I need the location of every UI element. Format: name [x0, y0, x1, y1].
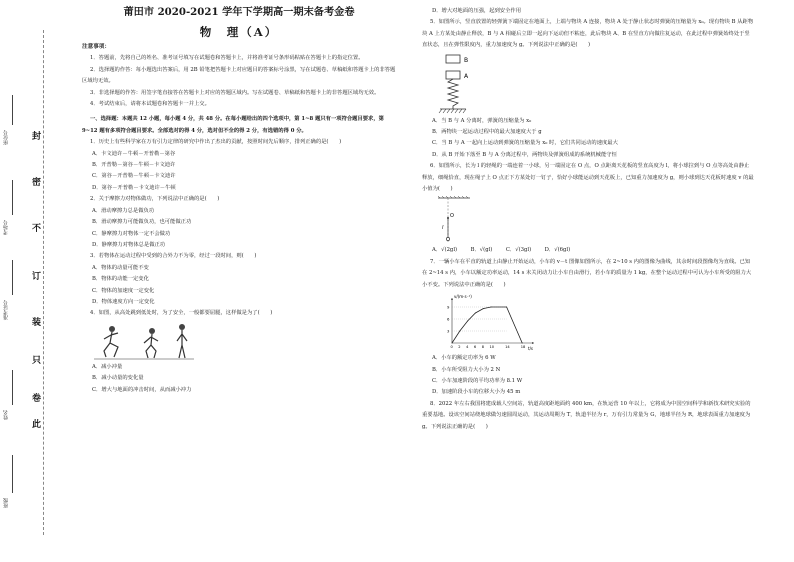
x-tick-label: 10	[489, 345, 495, 350]
question-option: B．物体的动能一定变化	[92, 276, 149, 283]
jumping-figure	[94, 321, 194, 361]
vt-series-line	[452, 307, 522, 343]
question-option: A．物体的动量可能不变	[92, 264, 149, 271]
notice-heading: 注意事项：	[82, 44, 110, 50]
question-option: D．静摩擦力对物体总是做正功	[92, 241, 166, 248]
field-seat-number: 座位号	[3, 130, 9, 145]
question-option: C．√(3gl)	[505, 247, 532, 254]
x-tick-label: 4	[466, 345, 469, 350]
binding-dashed-line	[43, 30, 44, 535]
notice-item: 2．选择题的作答：每小题选出答案后，用 2B 铅笔把答题卡上对应题目的答案标号涂黑，写在试题卷、草稿纸和答题卡上的非答题区域均无效。	[82, 66, 396, 85]
vt-data-point	[452, 343, 453, 344]
question-option: D．√(6gl)	[544, 247, 571, 254]
question-stem: 4．如图，从高处跳到低处时，为了安全，一般都要屈腿，这样做是为了( )	[90, 310, 273, 317]
vt-data-point	[491, 307, 492, 308]
field-line	[12, 455, 13, 493]
question-stem: 3．若物体在运动过程中受到的合外力不为零，经过一段时间，则( )	[90, 253, 257, 260]
fig-label-b: B	[464, 56, 469, 64]
field-line	[12, 95, 13, 125]
left-column	[82, 0, 396, 396]
question-option: A．卡文迪许－牛顿－开普勒－第谷	[92, 150, 176, 157]
x-tick-label: 6	[473, 345, 477, 350]
question-stem: 6．如图所示，长为 l 的轻绳的一端连着一小球，另一端固定在 O 点，O 点距离天花板的竖直高度为 l，将小球拉到与 O 点等高处由静止释放，细绳恰直，现在绳子上 O 点正下方某处钉一钉子，恰好小球能运动到天花板上，已知重力加速度为 g，则小球到达天花板时速度 v 的最小值为( )	[422, 163, 754, 193]
notice-item: 4．考试结束后，请将本试题卷和答题卡一并上交。	[90, 101, 210, 108]
fig-label-o: O	[450, 213, 454, 220]
question-option: B．滑动摩擦力可能做负功，也可能做正功	[92, 219, 192, 226]
question-option: C．当 B 与 A 一起向上运动到弹簧的压缩量为 x₀ 时，它们共同运动的速度最大	[432, 140, 618, 147]
question-option: B．两物块一起运动过程中的最大加速度大于 g	[432, 129, 542, 136]
seal-char: 只	[32, 356, 42, 366]
vt-data-point	[475, 313, 476, 314]
x-tick-label: 14	[505, 345, 510, 350]
question-option: A．滑动摩擦力总是做负功	[92, 207, 155, 214]
question-option: C．静摩擦力对物体一定不会做功	[92, 230, 171, 237]
seal-char: 订	[32, 272, 42, 282]
field-class: 班级	[3, 498, 9, 508]
exam-title: 莆田市 2020-2021 学年下学期高一期末备考金卷	[123, 6, 355, 18]
question-option: D．第谷－开普勒－卡文迪许－牛顿	[92, 184, 176, 191]
right-column	[422, 0, 754, 433]
question-option: D．物体速度方向一定变化	[92, 298, 155, 305]
question-option: D．增大对地面的压强，起到安全作用	[432, 8, 521, 14]
question-option: B．减小动量的变化量	[92, 375, 144, 382]
section-heading: 一、选择题：本题共 12 小题，每小题 4 分，共 48 分。在每小题给出的四个选项中，第 1~8 题只有一项符合题目要求，第 9~12 题有多项符合题目要求。全部选对的得 4 分，选对但不全的得 2 分，有选错的得 0 分。	[82, 116, 384, 134]
vt-data-point	[506, 307, 507, 308]
vt-data-point	[522, 343, 523, 344]
question-option: C．增大与地面的冲击时间，从而减小冲力	[92, 386, 192, 393]
question-stem: 8．2022 年左右我国将建成载人空间站，轨道高度距地面约 400 km，在轨运营 10 年以上，它将成为中国空间科学和新技术研究实验的重要基地。设该空间站绕地球做匀速圆周运动，其运动周期为 T，轨道半径为 r，万有引力常量为 G，地球半径为 R，地球表面重力加速度为 g。下列说法正确的是( )	[422, 400, 751, 430]
question-option: B．√(gl)	[470, 247, 493, 254]
seal-char: 装	[32, 318, 42, 328]
field-ticket-number: 准考证号	[3, 300, 9, 320]
fig-label-a: A	[464, 72, 469, 80]
seal-char: 不	[32, 224, 42, 234]
question-stem: 7．一辆小车在平直的轨道上由静止开始运动，小车的 v－t 图像如图所示，在 2~10 s 内的图像为曲线，其余时间段图像均为直线。已知在 2~14 s 内，小车以额定功率运动，14 s 末关闭动力让小车自由滑行，若小车的质量为 1 kg，在整个运动过程中可认为小车所受的阻力大小不变。下列说法中正确的是( )	[422, 258, 752, 288]
field-name: 姓名	[3, 410, 9, 420]
pendulum-figure	[434, 196, 474, 244]
field-line	[12, 180, 13, 215]
y-axis-label: v/(m·s⁻¹)	[454, 294, 472, 300]
question-stem: 5．如图所示，竖直放置的轻弹簧下端固定在地面上，上端与物块 A 连接，物块 A 处于静止状态时弹簧的压缩量为 x₀。现有物块 B 从距物块 A 上方某处由静止释放，B 与 A 相碰后立即一起向下运动但不粘连，此后物块 A、B 在竖直方向做往复运动，在此过程中弹簧始终处于竖直状态，且在弹性限度内，重力加速度为 g。下列说法中正确的是( )	[422, 19, 754, 49]
question-option: A．小车的额定功率为 6 W	[432, 355, 496, 362]
notice-item: 1．答题前，先将自己的姓名、准考证号填写在试题卷和答题卡上，并将准考证号条形码粘贴在答题卡上的指定位置。	[90, 55, 364, 62]
x-tick-label: 18	[520, 345, 526, 350]
seal-char: 密	[32, 178, 42, 188]
question-option: D．加速阶段小车的位移大小为 45 m	[432, 389, 521, 396]
y-tick-label: 6	[447, 316, 450, 322]
question-option: A．√(2gl)	[432, 247, 458, 254]
question-stem: 1．历史上有些科学家在万有引力定律的研究中作出了杰出的贡献，按照时间先后顺序，排列正确的是( )	[90, 139, 342, 146]
binding-strip	[0, 0, 48, 562]
exam-subject: 物 理（A）	[199, 25, 279, 39]
vt-chart	[438, 293, 538, 351]
vt-chart-svg	[438, 293, 538, 351]
x-tick-label: 8	[481, 345, 484, 350]
spring-figure	[434, 53, 474, 115]
question-option: A．减小冲量	[92, 363, 123, 370]
vt-data-point	[483, 308, 484, 309]
x-axis-arrow	[532, 342, 534, 344]
seal-char: 卷	[32, 394, 42, 404]
question-option: B．小车所受阻力大小为 2 N	[432, 366, 501, 373]
notice-item: 3．非选择题的作答：用签字笔直接答在答题卡上对应的答题区域内。写在试题卷、草稿纸和答题卡上的非答题区域均无效。	[90, 89, 380, 96]
fig-label-l: l	[442, 225, 444, 232]
field-exam-room: 考场号	[3, 220, 9, 235]
question-option: C．小车加速阶段的平均功率为 8.1 W	[432, 377, 523, 384]
seal-char: 封	[32, 132, 42, 142]
field-line	[12, 370, 13, 405]
x-tick-label: 0	[450, 345, 453, 350]
y-tick-label: 9	[447, 304, 450, 310]
seal-char: 此	[32, 420, 42, 430]
field-line	[12, 260, 13, 295]
question-option: B．开普勒－第谷－牛顿－卡文迪许	[92, 162, 176, 169]
question-option: A．当 B 与 A 分离时，弹簧的压缩量为 x₀	[432, 117, 532, 124]
x-axis-label: t/s	[528, 346, 533, 352]
question-options-row	[422, 245, 754, 256]
question-option: D．从 B 开始下落至 B 与 A 分离过程中，两物块及弹簧组成的系统机械能守恒	[432, 151, 617, 158]
question-stem: 2．关于摩擦力对物体做功，下列说法中正确的是( )	[90, 196, 220, 203]
x-tick-label: 2	[458, 345, 461, 350]
question-option: C．第谷－开普勒－牛顿－卡文迪许	[92, 173, 176, 180]
vt-data-point	[459, 331, 460, 332]
y-tick-label: 3	[447, 328, 450, 334]
vt-data-point	[467, 321, 468, 322]
y-axis-arrow	[451, 298, 453, 300]
question-option: C．物体的加速度一定变化	[92, 287, 155, 294]
